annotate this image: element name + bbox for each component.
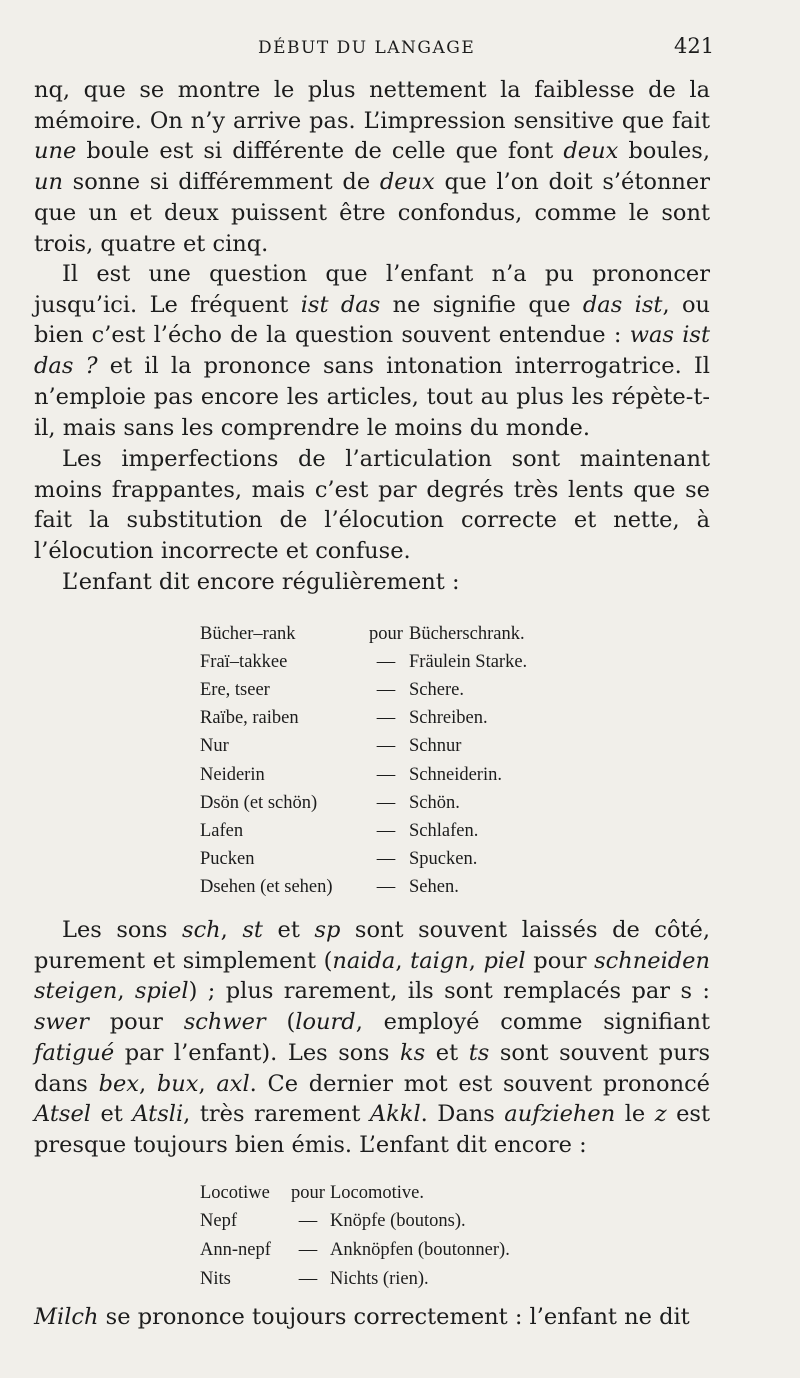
text-run: ,: [198, 1070, 217, 1097]
separator: —: [376, 764, 396, 785]
italic-term: deux: [379, 169, 435, 196]
table-row: [200, 676, 527, 704]
text-run: et: [90, 1101, 133, 1128]
separator: —: [376, 792, 396, 813]
correct-word: Bücherschrank.: [409, 623, 525, 644]
paragraph: [34, 444, 710, 567]
text-run: , employé comme signifiant: [355, 1009, 711, 1036]
italic-term: st: [242, 917, 263, 943]
paragraph: [34, 915, 710, 1161]
italic-term: sch: [182, 917, 221, 943]
italic-term: Atsli: [132, 1101, 184, 1128]
child-pronunciation: Nur: [200, 736, 229, 757]
text-run: pour: [88, 1009, 184, 1036]
separator: —: [376, 877, 396, 898]
child-pronunciation: Lafen: [200, 820, 244, 841]
text-run: sont souvent purs dans: [34, 1039, 711, 1097]
italic-term: sp: [314, 917, 341, 943]
text-run: . Dans: [420, 1101, 505, 1128]
text-run: Les sons: [62, 917, 183, 943]
italic-term: schneiden steigen: [34, 947, 710, 1005]
separator: —: [376, 679, 396, 700]
correct-word: Schreiben.: [409, 708, 488, 729]
text-run: par l’enfant). Les sons: [114, 1039, 400, 1066]
text-run: se prononce toujours correctement : l’enfant ne dit: [98, 1304, 690, 1330]
correct-word: Fräulein Starke.: [409, 651, 528, 672]
text-run: Il est une question que l’enfant n’a pu prononcer jusqu’ici. Le fréquent: [34, 261, 710, 318]
italic-term: axl: [216, 1070, 250, 1097]
separator: —: [376, 736, 396, 757]
text-run: et il la prononce sans intonation interrogatrice. Il n’emploie pas encore les articles, tout au plus les répète-t-il, mais sans les comprendre le moins du monde.: [34, 353, 710, 441]
italic-term: bux: [156, 1070, 199, 1097]
child-pronunciation: Neiderin: [200, 764, 265, 785]
text-run: L’enfant dit encore régulièrement :: [62, 569, 460, 595]
table-row: [200, 1236, 510, 1265]
italic-term: was ist das ?: [34, 322, 710, 380]
text-run: Les imperfections de l’articulation sont maintenant moins frappantes, mais c’est par degrés très lents que se fait la substitution de l’élocution correcte et nette, à l’élocution incorrecte et confuse.: [34, 446, 710, 565]
running-title: DÉBUT DU LANGAGE: [258, 38, 476, 58]
italic-term: aufziehen: [504, 1101, 616, 1128]
italic-term: swer: [34, 1009, 89, 1036]
text-run: le: [615, 1101, 655, 1128]
italic-term: ist das: [300, 291, 381, 318]
correct-word: Schere.: [409, 679, 464, 700]
text-run: que l’on doit s’étonner que un et deux puissent être confondus, comme le sont trois, quatre et cinq.: [34, 169, 710, 257]
separator: —: [298, 1268, 318, 1289]
table-row: [200, 846, 527, 874]
italic-term: une: [34, 138, 77, 165]
text-run: . Ce dernier mot est souvent prononcé: [249, 1070, 710, 1097]
text-run: boules,: [618, 138, 710, 165]
italic-term: ts: [468, 1039, 490, 1066]
child-pronunciation: Fraï–takkee: [200, 651, 288, 672]
italic-term: un: [34, 169, 63, 196]
correct-word: Knöpfe (boutons).: [330, 1211, 466, 1232]
pronunciation-table: [200, 1179, 510, 1293]
table-row: [200, 620, 527, 648]
text-run: , ou bien c’est l’écho de la question souvent entendue :: [34, 291, 710, 349]
text-run: ,: [220, 917, 243, 943]
italic-term: lourd: [295, 1009, 356, 1036]
italic-term: Atsel: [34, 1101, 91, 1128]
table-row: [200, 874, 527, 902]
text-run: ,: [468, 947, 484, 974]
paragraph: [34, 567, 710, 598]
correct-word: Spucken.: [409, 849, 478, 870]
italic-term: z: [654, 1101, 667, 1128]
text-run: nq, que se montre le plus nettement la faiblesse de la mémoire. On n’y arrive pas. L’impression sensitive que fait: [34, 77, 710, 134]
separator: pour: [291, 1182, 325, 1203]
correct-word: Schneiderin.: [409, 764, 502, 785]
italic-term: deux: [563, 138, 619, 165]
separator: —: [376, 708, 396, 729]
italic-term: fatigué: [34, 1039, 115, 1066]
text-run: sonne si différemment de: [62, 169, 380, 196]
separator: —: [298, 1211, 318, 1232]
italic-term: piel: [483, 947, 526, 974]
table-row: [200, 1265, 510, 1294]
separator: pour: [369, 623, 403, 644]
correct-word: Schnur: [409, 736, 462, 757]
italic-term: das ist: [582, 291, 663, 318]
text-run: ,: [117, 978, 135, 1005]
italic-term: naida: [332, 947, 396, 974]
italic-term: Milch: [34, 1304, 99, 1330]
table-row: [200, 1179, 510, 1208]
correct-word: Locomotive.: [330, 1182, 425, 1203]
text-run: et: [425, 1039, 469, 1066]
table-row: [200, 733, 527, 761]
child-pronunciation: Nits: [200, 1268, 231, 1289]
child-pronunciation: Ann-nepf: [200, 1239, 271, 1260]
text-run: pour: [525, 947, 595, 974]
pronunciation-table: [200, 620, 527, 902]
text-run: (: [265, 1009, 296, 1036]
table-row: [200, 648, 527, 676]
paragraph: [34, 75, 710, 259]
child-pronunciation: Ere, tseer: [200, 679, 270, 700]
child-pronunciation: Dsehen (et sehen): [200, 877, 333, 898]
paragraph: [34, 1302, 710, 1333]
italic-term: bex: [98, 1070, 139, 1097]
separator: —: [298, 1239, 318, 1260]
text-run: ,: [139, 1070, 157, 1097]
separator: —: [376, 820, 396, 841]
table-row: [200, 789, 527, 817]
text-run: et: [262, 917, 315, 943]
italic-term: Akkl: [369, 1101, 421, 1128]
child-pronunciation: Bücher–rank: [200, 623, 296, 644]
paragraph: [34, 259, 710, 443]
child-pronunciation: Raïbe, raiben: [200, 708, 299, 729]
text-run: boule est si différente de celle que font: [76, 138, 564, 165]
child-pronunciation: Dsön (et schön): [200, 792, 318, 813]
table-row: [200, 817, 527, 845]
separator: —: [376, 849, 396, 870]
page-header: [0, 34, 800, 64]
page-number: 421: [674, 34, 715, 58]
text-run: ne signifie que: [380, 291, 583, 318]
text-run: , très rarement: [183, 1101, 370, 1128]
italic-term: taign: [410, 947, 469, 974]
correct-word: Nichts (rien).: [330, 1268, 429, 1289]
text-run: ) ; plus rarement, ils sont remplacés par s :: [188, 978, 710, 1005]
separator: —: [376, 651, 396, 672]
table-row: [200, 761, 527, 789]
child-pronunciation: Locotiwe: [200, 1182, 270, 1203]
correct-word: Schön.: [409, 792, 460, 813]
child-pronunciation: Nepf: [200, 1211, 237, 1232]
correct-word: Schlafen.: [409, 820, 479, 841]
italic-term: spiel: [134, 978, 189, 1005]
correct-word: Anknöpfen (boutonner).: [330, 1239, 510, 1260]
text-run: est presque toujours bien émis. L’enfant dit encore :: [34, 1101, 710, 1158]
italic-term: ks: [399, 1039, 426, 1066]
text-run: sont souvent laissés de côté, purement et simplement (: [34, 917, 710, 974]
italic-term: schwer: [183, 1009, 266, 1036]
correct-word: Sehen.: [409, 877, 459, 898]
table-row: [200, 705, 527, 733]
table-row: [200, 1208, 510, 1237]
child-pronunciation: Pucken: [200, 849, 255, 870]
text-run: ,: [395, 947, 411, 974]
